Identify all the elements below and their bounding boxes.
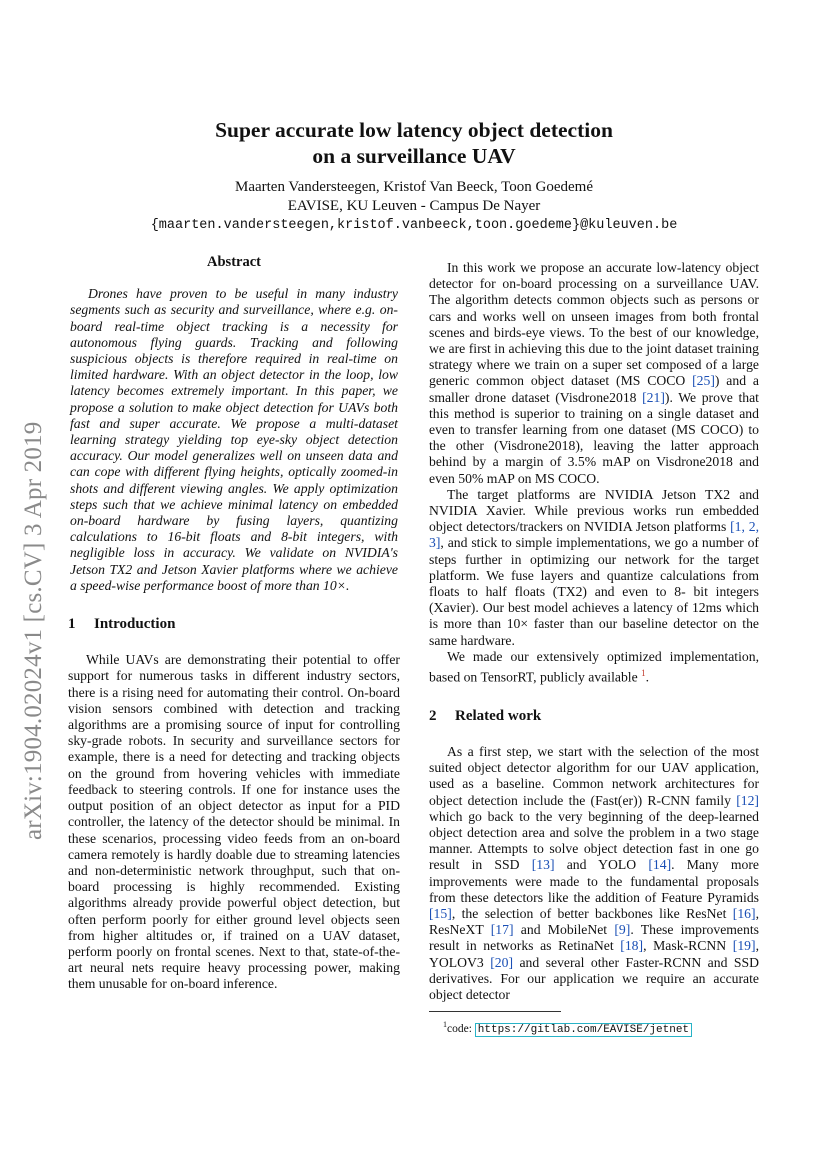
citation-link[interactable]: [12] [736, 792, 759, 808]
paper-title [90, 117, 738, 169]
text-run: . [645, 669, 650, 685]
citation-link[interactable]: [15] [429, 906, 452, 922]
abstract-text: Drones have proven to be useful in many industry segments such as security and surveillance, where e.g. on-board real-time object tracking is a necessity for autonomous flying guards. Tracking and following suspicious objects is therefore required in real-time on limited hardware. With an object detector in the loop, low latency becomes extremely important. In this paper, we propose a solution to make object detection for UAVs both fast and super accurate. We propose a multi-dataset learning strategy yielding top eye-sky object detection accuracy. Our model generalizes well on unseen data and can cope with different flying heights, optically zoomed-in shots and different viewing angles. We apply optimization steps such that we achieve minimal latency on embedded on-board hardware by fusing layers, quantizing calculations to 16-bit floats and 8-bit integers, with negligible loss in accuracy. We validate on NVIDIA's Jetson TX2 and Jetson Xavier platforms where we achieve a speed-wise performance boost of more than 10×. [70, 286, 398, 593]
introduction-paragraph: While UAVs are demonstrating their potential to offer support for numerous tasks in different industry sectors, there is a rising need for automating their control. On-board vision sensors combined with detection and tracking algorithms are a promising source of input for controlling sky-grade robots. In security and surveillance sectors for example, there is a need for detecting and tracking objects on the ground from hovering vehicles with immediate feedback to steering controls. If one for instance uses the output position of an object detector as input for a PID controller, the latency of the detector should be minimal. In these scenarios, processing video feeds from an on-board camera remotely is hardly doable due to streaming latencies and non-deterministic network throughput, such that on-board processing is highly recommended. Existing algorithms already provide powerful object detection, but often perform poorly for either ground level objects seen from higher altitudes or, if trained on a UAV dataset, perform poorly on frontal scenes. Next to that, state-of-the-art neural nets require heavy processing power, making them unusable for on-board inference. [68, 652, 400, 992]
text-run: , ResNeXT [429, 906, 759, 938]
body-paragraph-1 [429, 260, 759, 487]
text-run: and MobileNet [513, 922, 615, 938]
paper-header [90, 117, 738, 235]
text-run: ) and a smaller drone dataset (Visdrone2018 [429, 373, 759, 405]
citation-link[interactable]: [21] [642, 389, 665, 405]
abstract-heading: Abstract [207, 254, 261, 270]
code-repository-link[interactable]: https://gitlab.com/EAVISE/jetnet [475, 1023, 692, 1037]
related-work-paragraph [429, 744, 759, 1003]
section-heading-introduction [68, 616, 400, 632]
body-paragraph-3 [429, 649, 759, 686]
right-column [429, 260, 759, 1037]
text-run: which go back to the very beginning of the deep-learned object detection area and solve the problem in a two stage manner. Attempts to solve object detection fast in one go result in SSD [429, 808, 759, 873]
citation-link[interactable]: [16] [732, 906, 756, 922]
text-run: As a first step, we start with the selection of the most suited object detector algorithm for our UAV application, used as a baseline. Common network architectures for object detection include the (Fast(er)) R-CNN family [429, 744, 759, 808]
arxiv-identifier: arXiv:1904.02024v1 [cs.CV] 3 Apr 2019 [20, 421, 47, 840]
footnote-label: code: [447, 1023, 475, 1036]
text-run: and several other Faster-RCNN and SSD derivatives. For our application we require an accurate object detector [429, 954, 759, 1003]
text-run: ). We prove that this method is superior to training on a single dataset and even to transfer learning from one dataset (MS COCO) to the other (Visdrone2018), leaving the latter approach behind by a margin of 3.5% mAP on Visdrone2018 and even 50% mAP on MS COCO. [429, 389, 759, 486]
title-line-2: on a surveillance UAV [312, 144, 516, 168]
citation-link[interactable]: [25] [692, 373, 715, 389]
text-run: , YOLOV3 [429, 938, 759, 970]
text-run: , the selection of better backbones like ResNet [451, 906, 733, 922]
text-run: The target platforms are NVIDIA Jetson TX2 and NVIDIA Xavier. While previous works run embedded object detectors/trackers on NVIDIA Jetson platforms [429, 486, 759, 535]
affiliation: EAVISE, KU Leuven - Campus De Nayer [287, 198, 541, 214]
citation-link[interactable]: [17] [490, 922, 514, 938]
citation-link[interactable]: [14] [648, 857, 672, 873]
text-run: and YOLO [554, 857, 649, 873]
text-run: , Mask-RCNN [643, 938, 733, 954]
text-run: In this work we propose an accurate low-latency object detector for on-board processing on a surveillance UAV. The algorithm detects common objects such as persons or cars and works well on unseen images from both frontal scenes and birds-eye views. To the best of our knowledge, we are first in achieving this due to the joint dataset training strategy where we train on a super set composed of a large generic common object dataset (MS COCO [429, 260, 759, 389]
footnote-number: 1 [443, 1020, 447, 1030]
section-title: Introduction [94, 616, 176, 633]
citation-link[interactable]: [18] [620, 938, 644, 954]
author-emails: {maarten.vandersteegen,kristof.vanbeeck,toon.goedeme}@kuleuven.be [150, 218, 678, 233]
title-line-1: Super accurate low latency object detection [215, 118, 613, 142]
citation-link[interactable]: [1, 2, 3] [429, 519, 759, 551]
section-heading-related-work [429, 708, 759, 724]
section-number: 2 [429, 707, 437, 724]
author-names: Maarten Vandersteegen, Kristof Van Beeck, Toon Goedemé [234, 179, 593, 195]
footnote-divider [429, 1011, 561, 1012]
footnote [429, 1018, 759, 1037]
left-column [68, 250, 400, 993]
text-run: . These improvements result in networks as RetinaNet [429, 922, 759, 954]
text-run: We made our extensively optimized implementation, based on TensorRT, publicly available [429, 648, 759, 685]
citation-link[interactable]: [19] [732, 938, 756, 954]
text-run: . Many more improvements were made to the fundamental proposals from these detectors like the addition of Feature Pyramids [429, 857, 759, 905]
body-paragraph-2 [429, 487, 759, 649]
citation-link[interactable]: [9] [614, 922, 631, 938]
citation-link[interactable]: [13] [531, 857, 555, 873]
section-number: 1 [68, 616, 76, 633]
section-title: Related work [455, 707, 542, 724]
text-run: , and stick to simple implementations, we go a number of steps further in optimizing our network for the target platform. We fuse layers and quantize calculations from floats to half floats (TX2) and even to 8- bit integers (Xavier). Our best model achieves a latency of 12ms which is more than 10× faster than our baseline detector on the same hardware. [429, 535, 759, 648]
author-block [90, 178, 738, 235]
footnote-marker[interactable]: 1 [641, 668, 646, 679]
citation-link[interactable]: [20] [490, 954, 514, 970]
